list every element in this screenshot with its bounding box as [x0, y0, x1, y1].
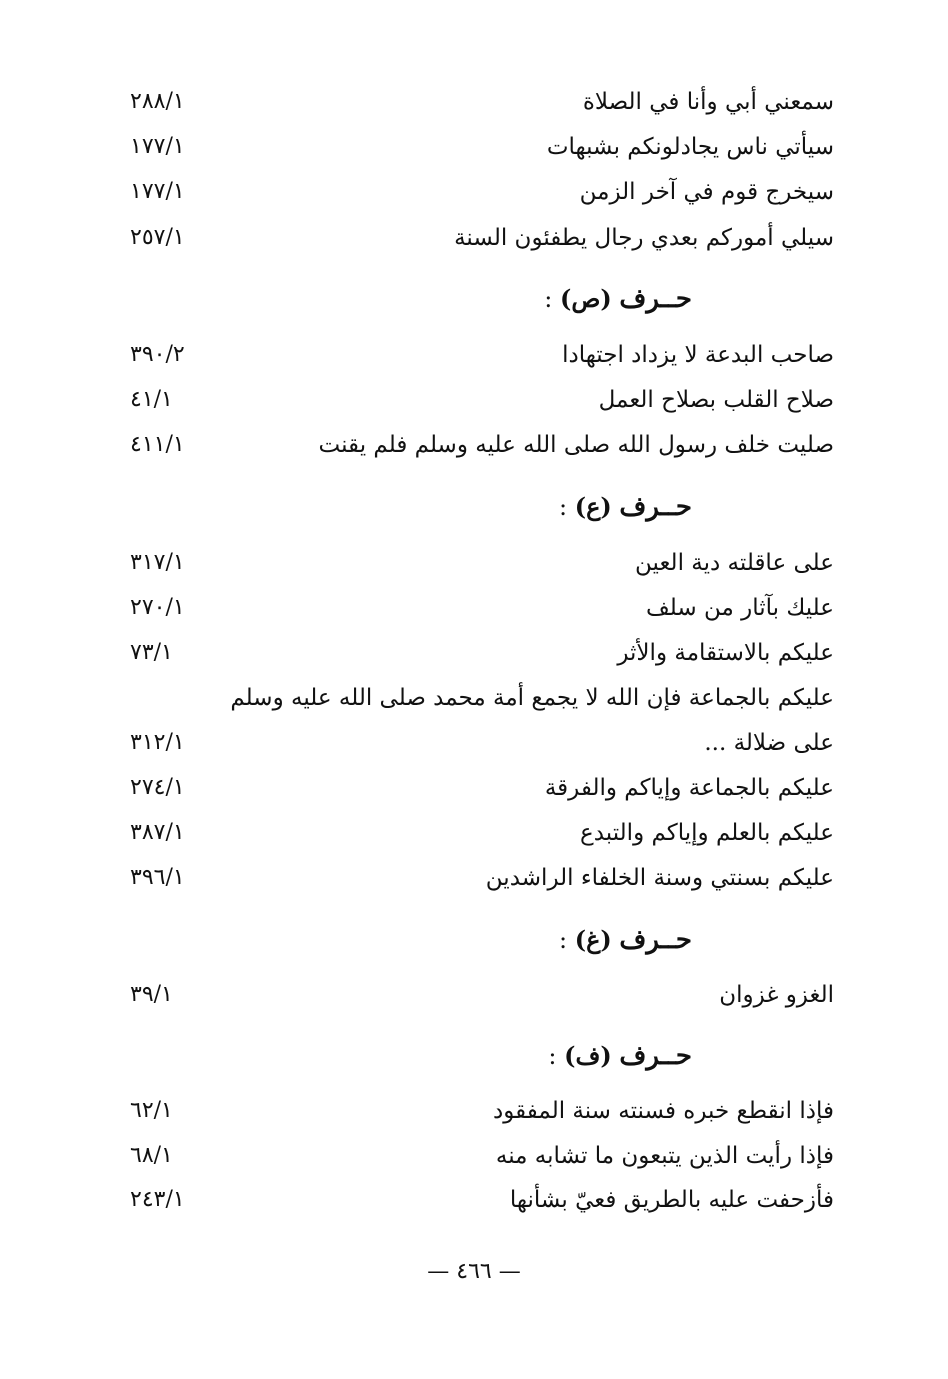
entry-reference: ١٧٧/١ [130, 179, 185, 204]
index-entry [130, 423, 834, 467]
index-entry [130, 586, 834, 630]
entry-reference: ٣٨٧/١ [130, 820, 185, 845]
entry-text: سيلي أموركم بعدي رجال يطفئون السنة [454, 225, 834, 251]
entry-reference: ٢٤٣/١ [130, 1187, 185, 1212]
index-entry [130, 811, 834, 855]
section-word: حــرف [619, 284, 692, 314]
entry-text: عليكم بالاستقامة والأثر [617, 640, 834, 666]
index-entry [130, 378, 834, 422]
entry-reference: ٢٥٧/١ [130, 225, 185, 250]
entry-text: عليك بآثار من سلف [645, 595, 834, 621]
index-entry [130, 1089, 834, 1133]
entry-text: فإذا رأيت الذين يتبعون ما تشابه منه [495, 1143, 834, 1169]
entry-reference: ٢٧٤/١ [130, 775, 185, 800]
entry-text: صليت خلف رسول الله صلى الله عليه وسلم فلم يقنت [318, 432, 834, 458]
index-entry [130, 1134, 834, 1178]
entry-text: فإذا انقطع خبره فسنته سنة المفقود [493, 1098, 834, 1124]
section-colon: : [548, 1042, 557, 1070]
section-heading-sad [332, 275, 692, 323]
index-entry [130, 216, 834, 260]
entry-text: صاحب البدعة لا يزداد اجتهادا [562, 342, 834, 368]
section-colon: : [544, 285, 553, 313]
entry-text: عليكم بالجماعة وإياكم والفرقة [544, 775, 834, 801]
entry-text: سيأتي ناس يجادلونكم بشبهات [546, 134, 834, 160]
index-entry [130, 766, 834, 810]
index-entry [130, 80, 834, 124]
entry-text: عليكم بالجماعة فإن الله لا يجمع أمة محمد صلى الله عليه وسلم [230, 685, 834, 711]
entry-reference: ٦٨/١ [130, 1143, 173, 1168]
index-entry [130, 333, 834, 377]
section-letter: (ص) [560, 284, 612, 313]
section-heading-ghain [332, 916, 692, 964]
index-entry [130, 973, 834, 1017]
entry-reference: ٤١١/١ [130, 432, 185, 457]
entry-reference: ٤١/١ [130, 387, 173, 412]
index-entry [130, 125, 834, 169]
entry-text: الغزو غزوان [719, 982, 834, 1008]
section-word: حــرف [619, 492, 692, 522]
section-word: حــرف [619, 1041, 692, 1071]
entry-text: عليكم بالعلم وإياكم والتبدع [580, 820, 834, 846]
index-entry [130, 856, 834, 900]
index-entry [130, 170, 834, 214]
entry-reference: ٦٢/١ [130, 1098, 173, 1123]
entry-text: عليكم بسنتي وسنة الخلفاء الراشدين [485, 865, 834, 891]
entry-reference: ٧٣/١ [130, 640, 173, 665]
index-entry [130, 631, 834, 675]
entry-reference: ٣١٢/١ [130, 730, 185, 755]
index-entry [130, 1178, 834, 1222]
section-heading-ain [332, 483, 692, 531]
entry-reference: ٣١٧/١ [130, 550, 185, 575]
section-heading-fa [332, 1032, 692, 1080]
index-entry [130, 676, 834, 720]
entry-text: سمعني أبي وأنا في الصلاة [582, 89, 834, 115]
section-letter: (ع) [574, 492, 612, 521]
page-number: — ٤٦٦ — [427, 1259, 521, 1284]
section-letter: (غ) [574, 925, 612, 954]
section-word: حــرف [619, 925, 692, 955]
section-colon: : [558, 926, 568, 954]
entry-text: سيخرج قوم في آخر الزمن [579, 179, 834, 205]
section-colon: : [558, 493, 568, 521]
entry-text: فأزحفت عليه بالطريق فعيّ بشأنها [509, 1187, 834, 1213]
entry-text: صلاح القلب بصلاح العمل [598, 387, 834, 413]
entry-text: على ضلالة ... [704, 730, 834, 756]
entry-reference: ٣٩٦/١ [130, 865, 185, 890]
entry-reference: ١٧٧/١ [130, 134, 185, 159]
index-entry [130, 721, 834, 765]
index-entry [130, 541, 834, 585]
section-letter: (ف) [564, 1041, 612, 1070]
entry-reference: ٣٩٠/٢ [130, 342, 185, 367]
entry-reference: ٣٩/١ [130, 982, 173, 1007]
entry-reference: ٢٧٠/١ [130, 595, 185, 620]
entry-reference: ٢٨٨/١ [130, 89, 185, 114]
entry-text: على عاقلته دية العين [635, 550, 834, 576]
entry-reference [130, 676, 210, 720]
